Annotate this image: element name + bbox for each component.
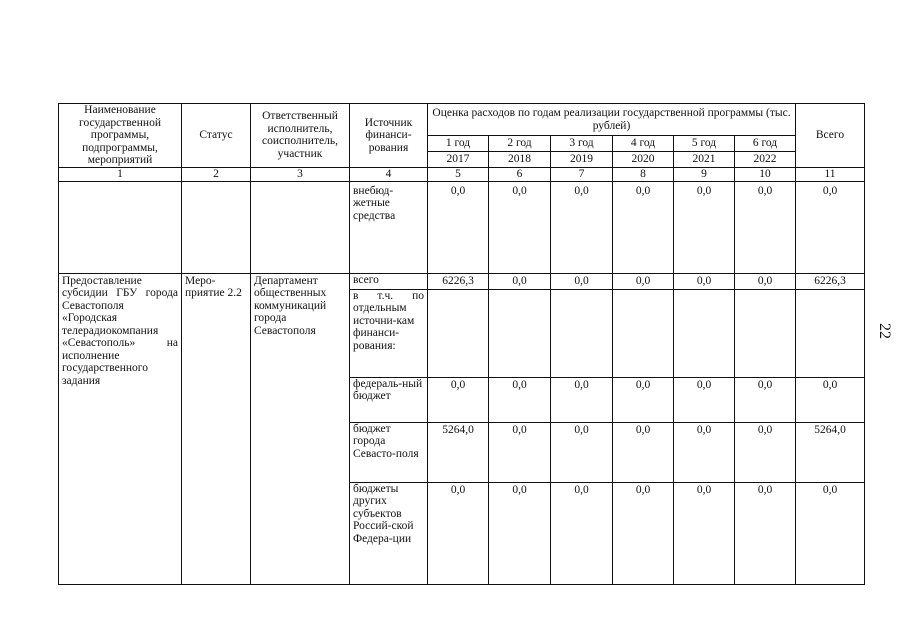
value-cell: 0,0 <box>551 273 613 289</box>
value-cell <box>796 289 865 377</box>
table-row <box>59 181 865 273</box>
column-number: 10 <box>735 167 796 181</box>
column-number: 3 <box>251 167 350 181</box>
year-value: 2017 <box>428 151 489 167</box>
year-label: 3 год <box>551 136 613 152</box>
value-cell: 0,0 <box>613 181 674 273</box>
source-cell: внебюд-жетные средства <box>350 181 428 273</box>
value-cell: 0,0 <box>489 273 551 289</box>
value-cell: 0,0 <box>674 273 735 289</box>
value-cell: 0,0 <box>489 422 551 482</box>
value-cell: 0,0 <box>551 422 613 482</box>
value-cell: 0,0 <box>674 377 735 422</box>
column-number: 2 <box>182 167 251 181</box>
value-cell <box>735 289 796 377</box>
column-number: 9 <box>674 167 735 181</box>
value-cell: 0,0 <box>735 377 796 422</box>
value-cell: 0,0 <box>796 181 865 273</box>
value-cell: 0,0 <box>428 181 489 273</box>
header-name: Наименование государственной программы, подпрограммы, мероприятий <box>59 104 182 168</box>
empty-cell <box>59 181 182 273</box>
table-row <box>59 273 865 289</box>
column-number: 1 <box>59 167 182 181</box>
value-cell: 5264,0 <box>796 422 865 482</box>
value-cell: 0,0 <box>489 181 551 273</box>
year-value: 2018 <box>489 151 551 167</box>
year-label: 2 год <box>489 136 551 152</box>
value-cell: 0,0 <box>489 377 551 422</box>
value-cell: 0,0 <box>613 273 674 289</box>
header-source: Источник финанси-рования <box>350 104 428 168</box>
header-total: Всего <box>796 104 865 168</box>
value-cell: 0,0 <box>674 422 735 482</box>
header-estimate: Оценка расходов по годам реализации государственной программы (тыс. рублей) <box>428 104 796 136</box>
value-cell: 0,0 <box>796 377 865 422</box>
year-value: 2019 <box>551 151 613 167</box>
source-cell: в т.ч. по отдельным источни-кам финанси-рования: <box>350 289 428 377</box>
column-number: 8 <box>613 167 674 181</box>
source-cell: федераль-ный бюджет <box>350 377 428 422</box>
value-cell: 6226,3 <box>796 273 865 289</box>
value-cell: 0,0 <box>735 273 796 289</box>
value-cell: 5264,0 <box>428 422 489 482</box>
year-value: 2022 <box>735 151 796 167</box>
column-number: 6 <box>489 167 551 181</box>
column-number: 7 <box>551 167 613 181</box>
value-cell: 0,0 <box>613 422 674 482</box>
year-label: 5 год <box>674 136 735 152</box>
value-cell <box>674 289 735 377</box>
header-status: Статус <box>182 104 251 168</box>
year-label: 4 год <box>613 136 674 152</box>
page-number: 22 <box>876 323 893 339</box>
value-cell <box>613 289 674 377</box>
value-cell <box>428 289 489 377</box>
value-cell: 0,0 <box>551 482 613 584</box>
value-cell: 0,0 <box>489 482 551 584</box>
year-value: 2021 <box>674 151 735 167</box>
column-number: 4 <box>350 167 428 181</box>
value-cell: 0,0 <box>613 377 674 422</box>
year-label: 6 год <box>735 136 796 152</box>
value-cell: 0,0 <box>735 422 796 482</box>
value-cell: 0,0 <box>428 377 489 422</box>
value-cell: 0,0 <box>735 181 796 273</box>
source-cell: всего <box>350 273 428 289</box>
value-cell: 0,0 <box>674 181 735 273</box>
value-cell: 0,0 <box>796 482 865 584</box>
value-cell <box>489 289 551 377</box>
source-cell: бюджет города Севасто-поля <box>350 422 428 482</box>
value-cell: 0,0 <box>613 482 674 584</box>
value-cell: 0,0 <box>428 482 489 584</box>
year-value: 2020 <box>613 151 674 167</box>
header-responsible: Ответственный исполнитель, соисполнитель, участник <box>251 104 350 168</box>
value-cell: 0,0 <box>551 181 613 273</box>
value-cell <box>551 289 613 377</box>
activity-name: Предоставление субсидии ГБУ города Севастополя «Городская телерадиокомпания «Севастополь» на исполнение государственного задания <box>59 273 182 584</box>
budget-table <box>58 103 865 585</box>
value-cell: 0,0 <box>551 377 613 422</box>
empty-cell <box>182 181 251 273</box>
value-cell: 6226,3 <box>428 273 489 289</box>
value-cell: 0,0 <box>735 482 796 584</box>
column-number: 11 <box>796 167 865 181</box>
value-cell: 0,0 <box>674 482 735 584</box>
column-number: 5 <box>428 167 489 181</box>
activity-status: Меро-приятие 2.2 <box>182 273 251 584</box>
year-label: 1 год <box>428 136 489 152</box>
source-cell: бюджеты других субъектов Россий-ской Федера-ции <box>350 482 428 584</box>
empty-cell <box>251 181 350 273</box>
activity-responsible: Департамент общественных коммуникаций города Севастополя <box>251 273 350 584</box>
